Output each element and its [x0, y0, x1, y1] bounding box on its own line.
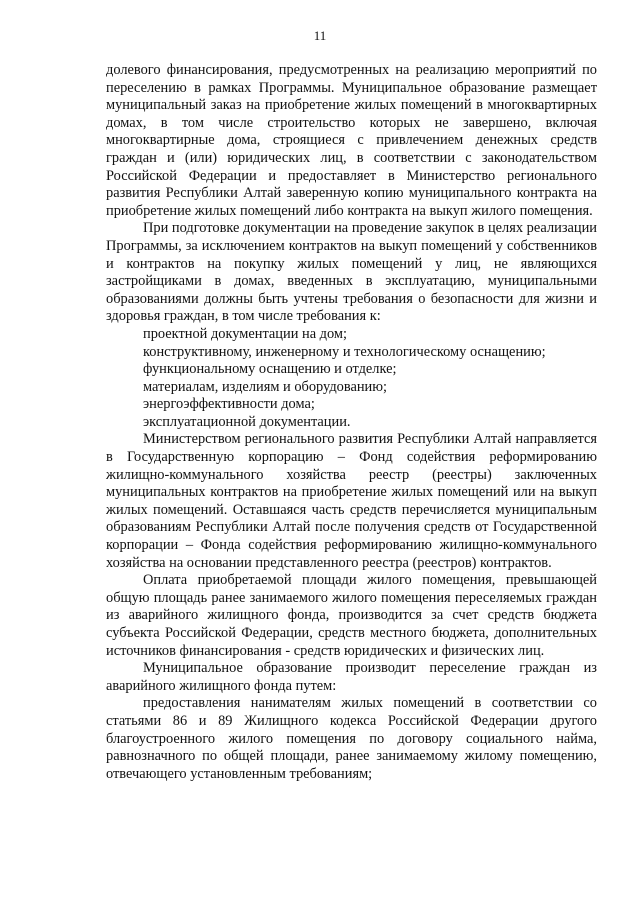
- list-item: энергоэффективности дома;: [143, 396, 315, 413]
- paragraph-ministry: Министерством регионального развития Республики Алтай направляется в Государственную корпорацию – Фонд содействия реформированию жилищно-коммунального хозяйства реестр (реестры) заключенных муниципальных контрактов на приобретение жилых помещений или на выкуп жилых помещений. Оставшаяся часть средств перечисляется муниципальным образованиям Республики Алтай после получения средств от Государственной корпорации – Фонда содействия реформированию жилищно-коммунального хозяйства на основании представленного реестра (реестров) контрактов.: [106, 431, 597, 571]
- paragraph-continuation: долевого финансирования, предусмотренных на реализацию мероприятий по переселению в рамках Программы. Муниципальное образование размещает муниципальный заказ на приобретение жилых помещений в многоквартирных домах, в том числе строительство которых не завершено, включая многоквартирные дома, строящиеся с привлечением денежных средств граждан и (или) юридических лиц, в соответствии с законодательством Российской Федерации и предоставляет в Министерство регионального развития Республики Алтай заверенную копию муниципального контракта на приобретение жилых помещений либо контракта на выкуп жилого помещения.: [106, 62, 597, 219]
- page-number: 11: [313, 28, 327, 43]
- paragraph-procurement: При подготовке документации на проведение закупок в целях реализации Программы, за исключением контрактов на выкуп помещений у собственников и контрактов на покупку жилых помещений у лиц, не являющихся застройщиками в домах, введенных в эксплуатацию, муниципальными образованиями должны быть учтены требования о безопасности для жизни и здоровья граждан, в том числе требования к:: [106, 220, 597, 325]
- paragraph-provision: предоставления нанимателям жилых помещений в соответствии со статьями 86 и 89 Жилищного кодекса Российской Федерации другого благоустроенного жилого помещения по договору социального найма, равнозначного по общей площади, ранее занимаемому жилому помещению, отвечающего установленным требованиям;: [106, 695, 597, 782]
- list-item: материалам, изделиям и оборудованию;: [143, 378, 387, 395]
- list-item: функциональному оснащению и отделке;: [143, 361, 397, 378]
- paragraph-resettlement: Муниципальное образование производит переселение граждан из аварийного жилищного фонда путем:: [106, 660, 597, 694]
- paragraph-payment: Оплата приобретаемой площади жилого помещения, превышающей общую площадь ранее занимаемого жилого помещения переселяемых граждан из аварийного жилищного фонда, производится за счет средств бюджета субъекта Российской Федерации, средств местного бюджета, дополнительных источников финансирования - средств юридических и физических лиц.: [106, 572, 597, 659]
- list-item: проектной документации на дом;: [143, 325, 348, 342]
- document-body: [106, 62, 597, 783]
- list-item: конструктивному, инженерному и технологическому оснащению;: [143, 343, 546, 360]
- list-item: эксплуатационной документации.: [143, 413, 351, 430]
